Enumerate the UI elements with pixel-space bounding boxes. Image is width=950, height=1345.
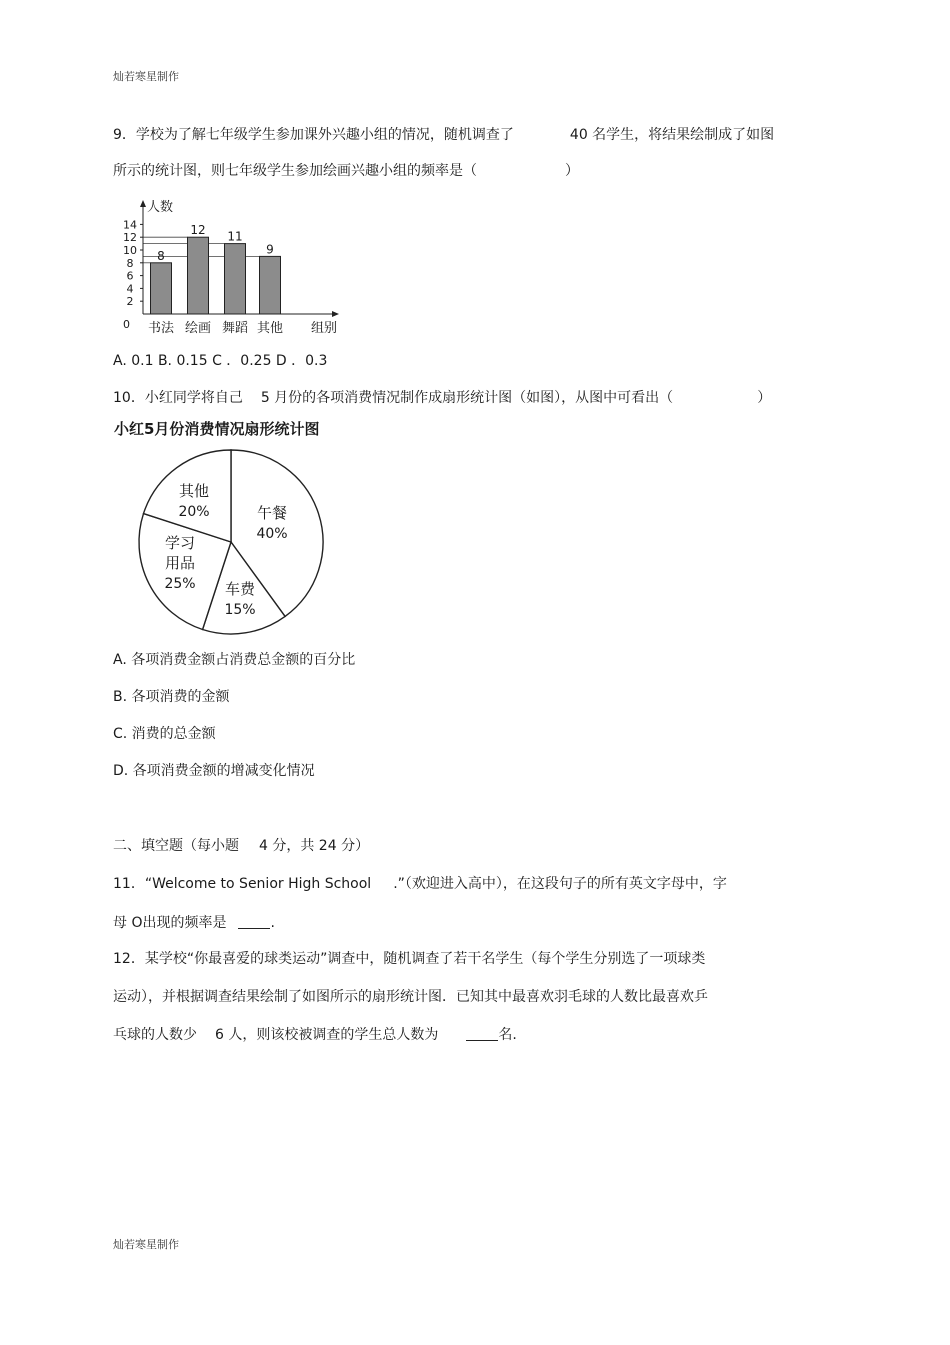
bar-value-label: 9 (266, 242, 274, 257)
q10-option-d: D. 各项消费金额的增减变化情况 (113, 763, 315, 779)
y-tick-label: 2 (126, 295, 134, 309)
q12-line3-c: 名. (498, 1027, 517, 1043)
q10-stem-b: 5 月份的各项消费情况制作成扇形统计图（如图），从图中可看出（ (260, 390, 674, 406)
y-tick-label: 14 (123, 218, 137, 232)
q9-line2-a: 所示的统计图，则七年级学生参加绘画兴趣小组的频率是（ (113, 163, 477, 179)
category-label: 舞蹈 (221, 321, 249, 336)
pie-slice-percent: 20% (178, 504, 210, 520)
bar (260, 256, 281, 314)
q12-line3-a: 乓球的人数少 (113, 1027, 197, 1043)
q12-line3 (113, 1024, 517, 1044)
q11-line1-a: 11．“Welcome to Senior High School (113, 876, 372, 892)
y-axis-label: 人数 (147, 200, 174, 215)
q9-line2-b: ） (565, 163, 579, 179)
q12-line3-b: 6 人，则该校被调查的学生总人数为 (215, 1027, 439, 1043)
pie-slice-label: 车费 (224, 580, 256, 598)
q10-stem-c: ） (757, 390, 772, 406)
category-label: 其他 (256, 321, 284, 336)
y-axis-arrow (140, 200, 146, 207)
pie-title: 小红5月份消费情况扇形统计图 (114, 420, 320, 438)
x-axis-arrow (332, 311, 339, 317)
pie-chart (112, 416, 347, 638)
q12-line2: 运动），并根据调查结果绘制了如图所示的扇形统计图．已知其中最喜欢羽毛球的人数比最喜欢乒 (113, 989, 708, 1005)
bar-value-label: 11 (227, 229, 243, 244)
q10-option-c: C. 消费的总金额 (113, 726, 216, 742)
pie-slice-percent: 15% (224, 602, 256, 618)
y-tick-label: 12 (123, 231, 137, 245)
page-footer: 灿若寒星制作 (113, 1238, 179, 1251)
category-label: 绘画 (184, 321, 212, 336)
category-labels (148, 320, 283, 336)
pie-slice-label: 其他 (178, 482, 210, 500)
bar (151, 263, 172, 314)
q11-line2-b: . (270, 915, 275, 931)
x-axis-label: 组别 (311, 321, 338, 336)
q11-line2-a: 母 O出现的频率是 (113, 915, 227, 931)
q10-stem (113, 387, 771, 407)
q9-line1 (113, 124, 774, 144)
q9-options: A. 0.1 B. 0.15 C ．0.25 D ．0.3 (113, 353, 328, 369)
q11-line1 (113, 873, 727, 893)
answer-blank[interactable] (466, 1026, 498, 1041)
q10-stem-a: 10．小红同学将自己 (113, 390, 243, 406)
q9-line1-a: 9．学校为了解七年级学生参加课外兴趣小组的情况，随机调查了 (113, 127, 514, 143)
q11-line1-b: .”（欢迎进入高中），在这段句子的所有英文字母中，字 (393, 876, 727, 892)
page-header: 灿若寒星制作 (113, 70, 179, 83)
pie-slice-label: 学习 (164, 534, 196, 552)
y-origin-label: 0 (123, 318, 130, 331)
answer-blank[interactable] (238, 914, 270, 929)
pie-slice-percent: 25% (164, 576, 196, 592)
y-tick-label: 6 (126, 269, 134, 283)
y-tick-label: 4 (126, 282, 134, 296)
section2-heading (113, 835, 369, 855)
section2-heading-a: 二、填空题（每小题 (113, 838, 239, 854)
pie-slice-label: 午餐 (256, 504, 288, 522)
pie-slice-label: 用品 (164, 554, 196, 572)
pie-slice-percent: 40% (256, 526, 288, 542)
y-tick-label: 8 (126, 256, 134, 270)
q12-line1: 12．某学校“你最喜爱的球类运动”调查中，随机调查了若干名学生（每个学生分别选了一项球类 (113, 951, 706, 967)
q10-option-b: B. 各项消费的金额 (113, 689, 230, 705)
bar (225, 244, 246, 314)
category-label: 书法 (147, 321, 175, 336)
bar-value-label: 8 (157, 248, 165, 263)
q10-option-a: A. 各项消费金额占消费总金额的百分比 (113, 652, 356, 668)
bar-value-label: 12 (190, 223, 206, 238)
bar (188, 237, 209, 314)
q9-line2 (113, 160, 579, 180)
bar-chart (110, 196, 350, 341)
y-tick-label: 10 (123, 244, 137, 257)
y-axis-ticks (123, 218, 143, 308)
q11-line2 (113, 912, 275, 932)
section2-heading-b: 4 分，共 24 分） (259, 838, 370, 854)
q9-line1-b: 40 名学生，将结果绘制成了如图 (569, 127, 775, 143)
